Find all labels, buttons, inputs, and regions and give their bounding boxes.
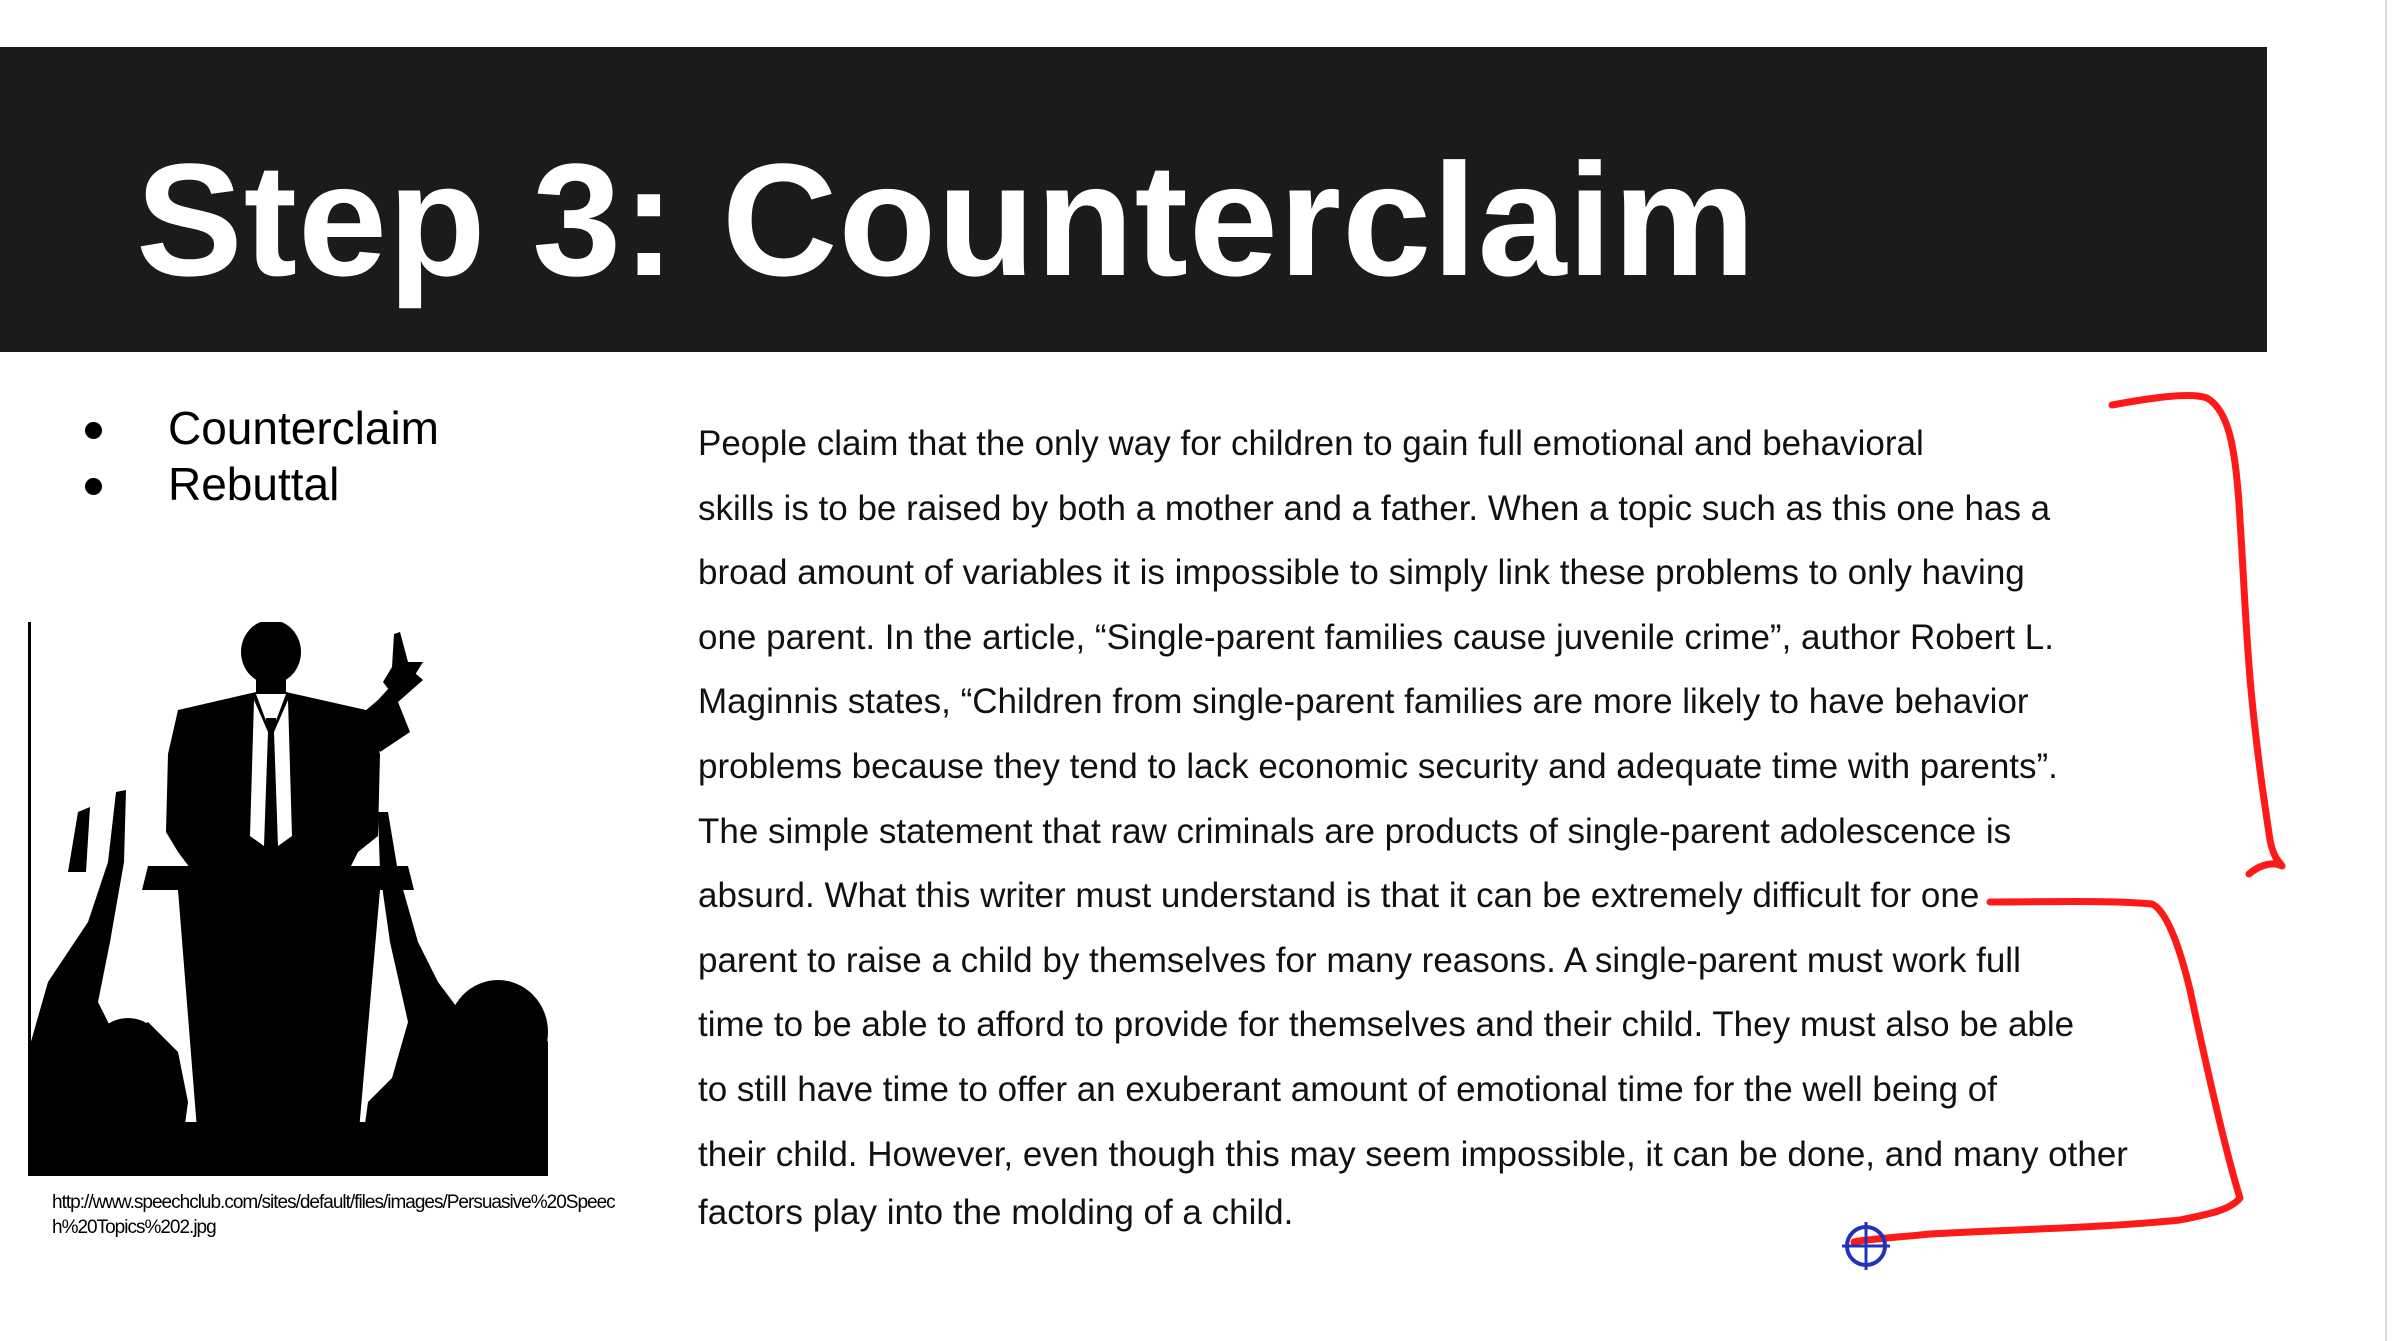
bullet-list [75,400,439,512]
image-source-url[interactable]: http://www.speechclub.com/sites/default/files/images/Persuasive%20Speech%20Topics%202.jpg [52,1192,615,1238]
bullet-label: Rebuttal [168,458,340,510]
bullet-dot-icon [85,478,102,495]
slide-title: Step 3: Counterclaim [136,130,1757,309]
paragraph-line: People claim that the only way for children to gain full emotional and behavioral [698,424,1924,463]
paragraph-line: time to be able to afford to provide for themselves and their child. They must also be able [698,1005,2075,1045]
paragraph-line: one parent. In the article, “Single-parent families cause juvenile crime”, author Robert L. [698,617,2054,657]
bullet-label: Counterclaim [168,402,439,454]
counterclaim-paragraph [698,415,2178,1236]
paragraph-line: to still have time to offer an exuberant amount of emotional time for the well being of [698,1069,1997,1109]
paragraph-line: their child. However, even though this may seem impossible, it can be done, and many other [698,1134,2128,1174]
lectern-icon [142,866,414,890]
paragraph-line: Maginnis states, “Children from single-parent families are more likely to have behavior [698,682,2029,722]
paragraph-line: The simple statement that raw criminals are products of single-parent adolescence is [698,811,2012,851]
bullet-dot-icon [85,422,102,439]
viewport-edge-line [2385,0,2387,1341]
bullet-item-counterclaim [75,400,439,456]
speaker-head-icon [241,622,301,684]
paragraph-line: broad amount of variables it is impossible to simply link these problems to only having [698,553,2025,593]
bullet-item-rebuttal [75,456,439,512]
speaker-audience-image [28,622,548,1176]
paragraph-line: parent to raise a child by themselves for many reasons. A single-parent must work full [698,940,2021,980]
paragraph-line: skills is to be raised by both a mother and a father. When a topic such as this one has a [698,488,2051,528]
audience-left-icon [28,790,188,1176]
paragraph-line: factors play into the molding of a child. [698,1193,1294,1233]
paragraph-line: problems because they tend to lack economic security and adequate time with parents”. [698,746,2058,786]
paragraph-line: absurd. What this writer must understand is that it can be extremely difficult for one [698,876,1980,916]
